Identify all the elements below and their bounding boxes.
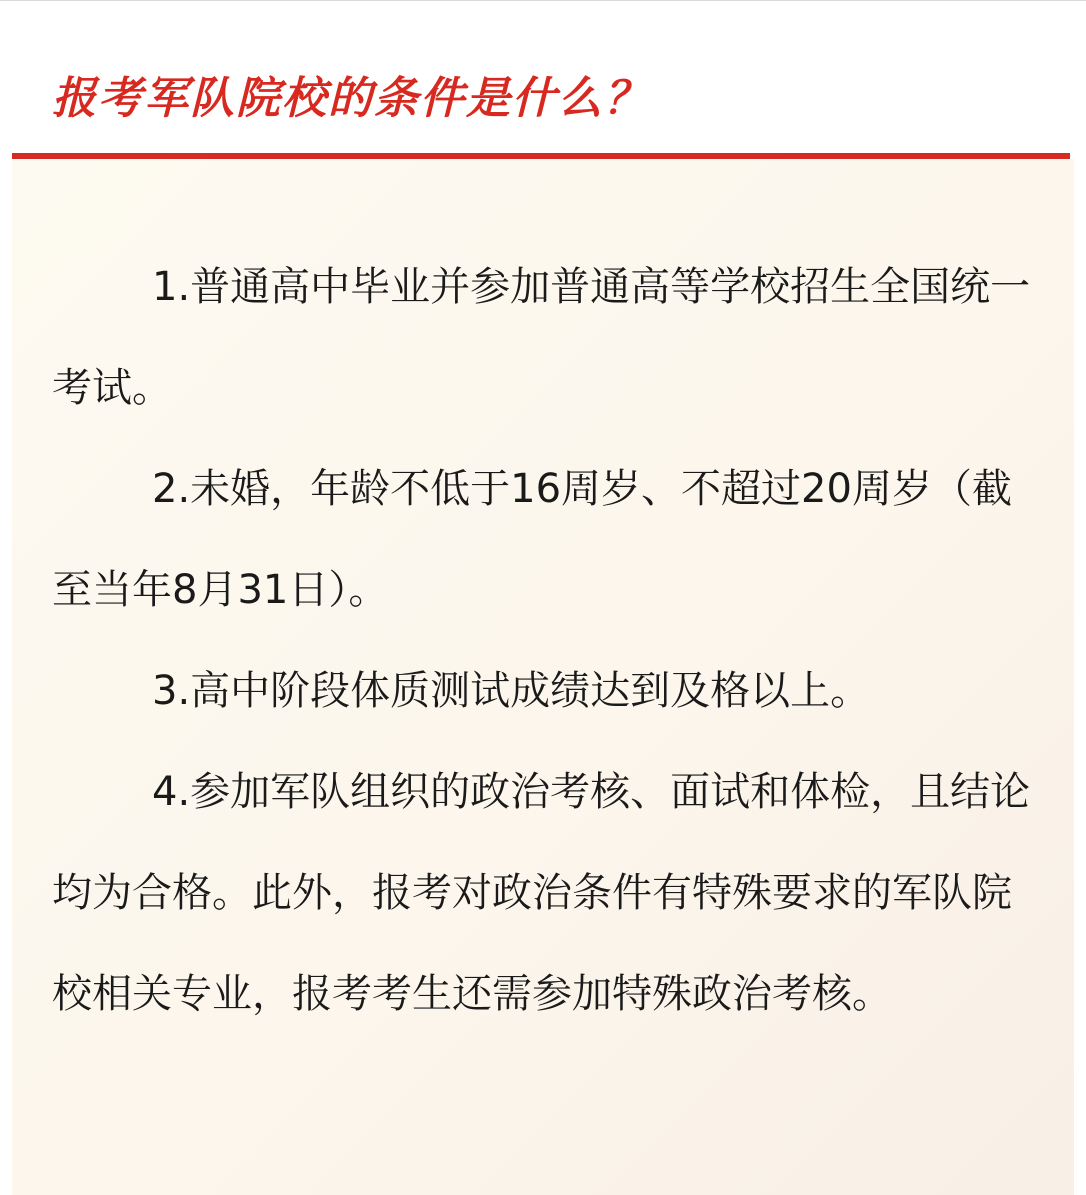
condition-item-1: 1.普通高中毕业并参加普通高等学校招生全国统一考试。	[52, 264, 1031, 411]
conditions-panel	[12, 159, 1074, 1195]
condition-item-4: 4.参加军队组织的政治考核、面试和体检，且结论均为合格。此外，报考对政治条件有特殊要求的军队院校相关专业，报考考生还需参加特殊政治考核。	[52, 769, 1031, 1017]
condition-item-3: 3.高中阶段体质测试成绩达到及格以上。	[152, 668, 871, 714]
conditions-list	[52, 237, 1036, 1045]
condition-item-2: 2.未婚，年龄不低于16周岁、不超过20周岁（截至当年8月31日）。	[52, 466, 1012, 613]
page-title: 报考军队院校的条件是什么？	[52, 73, 650, 124]
